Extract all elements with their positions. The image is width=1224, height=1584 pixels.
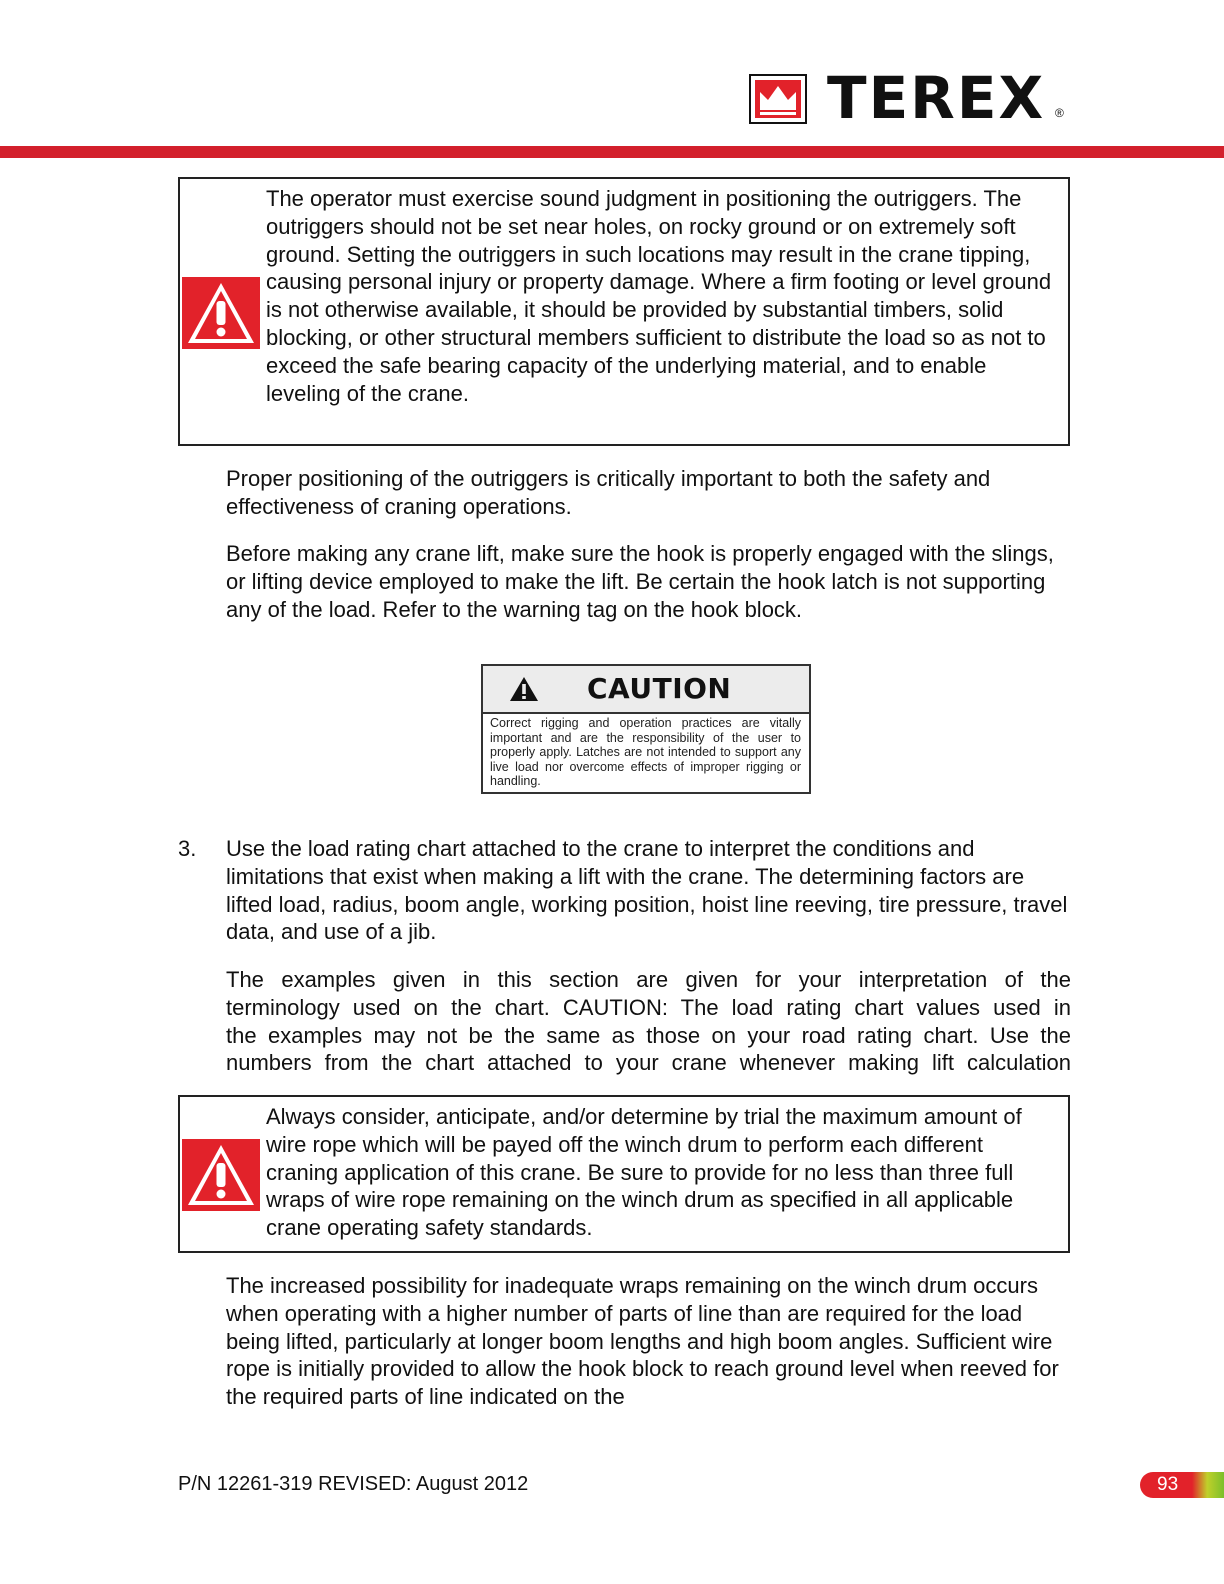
warning-text: Always consider, anticipate, and/or determine by trial the maximum amount of wire rope which will be payed off the winch drum to perform each different craning application of this crane. Be sure to provide for no less than three full wraps of wire rope remaining on the winch drum as specified in all applicable crane operating safety standards. (266, 1104, 1022, 1241)
examples-line: terminology used on the chart. CAUTION: The load rating chart values used in (226, 994, 1071, 1020)
caution-triangle-icon (509, 676, 539, 702)
paragraph-outrigger-positioning: Proper positioning of the outriggers is critically important to both the safety and effectiveness of craning operations. (226, 466, 991, 519)
list-number: 3. (178, 836, 197, 861)
caution-label (481, 664, 811, 794)
terex-crown-icon (749, 74, 807, 124)
caution-header (483, 666, 809, 714)
page-number-tab (1140, 1472, 1224, 1498)
examples-line: The examples given in this section are given for your interpretation of the (226, 967, 1071, 992)
paragraph-examples (226, 966, 1071, 1077)
caution-title: CAUTION (587, 672, 732, 705)
brand-name: TEREX (827, 64, 1046, 132)
paragraph-load-rating-chart: Use the load rating chart attached to the crane to interpret the conditions and limitations that exist when making a lift with the crane. The determining factors are lifted load, radius, boom angle, working position, hoist line reeving, tire pressure, travel data, and use of a jib. (226, 836, 1068, 945)
warning-box-outriggers (178, 177, 1070, 446)
page-number: 93 (1157, 1474, 1179, 1495)
registered-mark: ® (1055, 106, 1064, 120)
terex-logo (749, 64, 1079, 132)
caution-body: Correct rigging and operation practices are vitally important and are the responsibility of the user to properly apply. Latches are not intended to support any live load nor overcome effects of improper rigging or handling. (490, 716, 801, 789)
paragraph-hook-engagement: Before making any crane lift, make sure the hook is properly engaged with the slings, or lifting device employed to make the lift. Be certain the hook latch is not supporting any of the load. Refer to the warning tag on the hook block. (226, 541, 1054, 622)
warning-box-wire-rope (178, 1095, 1070, 1253)
examples-line: the examples may not be the same as those on your road rating chart. Use the (226, 1022, 1071, 1048)
paragraph-winch-drum-wraps: The increased possibility for inadequate wraps remaining on the winch drum occurs when operating with a higher number of parts of line than are required for the load being lifted, particularly at longer boom lengths and high boom angles. Sufficient wire rope is initially provided to allow the hook block to reach ground level when reeved for the required parts of line indicated on the (226, 1273, 1059, 1410)
footer-part-number: P/N 12261-319 REVISED: August 2012 (178, 1473, 529, 1495)
warning-text: The operator must exercise sound judgment in positioning the outriggers. The outriggers should not be set near holes, on rocky ground or on extremely soft ground. Setting the outriggers in such locations may result in the crane tipping, causing personal injury or property damage. Where a firm footing or level ground is not otherwise available, it should be provided by substantial timbers, solid blocking, or other structural members sufficient to distribute the load so as not to exceed the safe bearing capacity of the underlying material, and to enable leveling of the crane. (266, 186, 1052, 406)
examples-line: numbers from the chart attached to your crane whenever making lift calculation (226, 1050, 1071, 1076)
header-divider (0, 146, 1224, 158)
warning-icon (182, 277, 260, 349)
warning-icon (182, 1139, 260, 1211)
